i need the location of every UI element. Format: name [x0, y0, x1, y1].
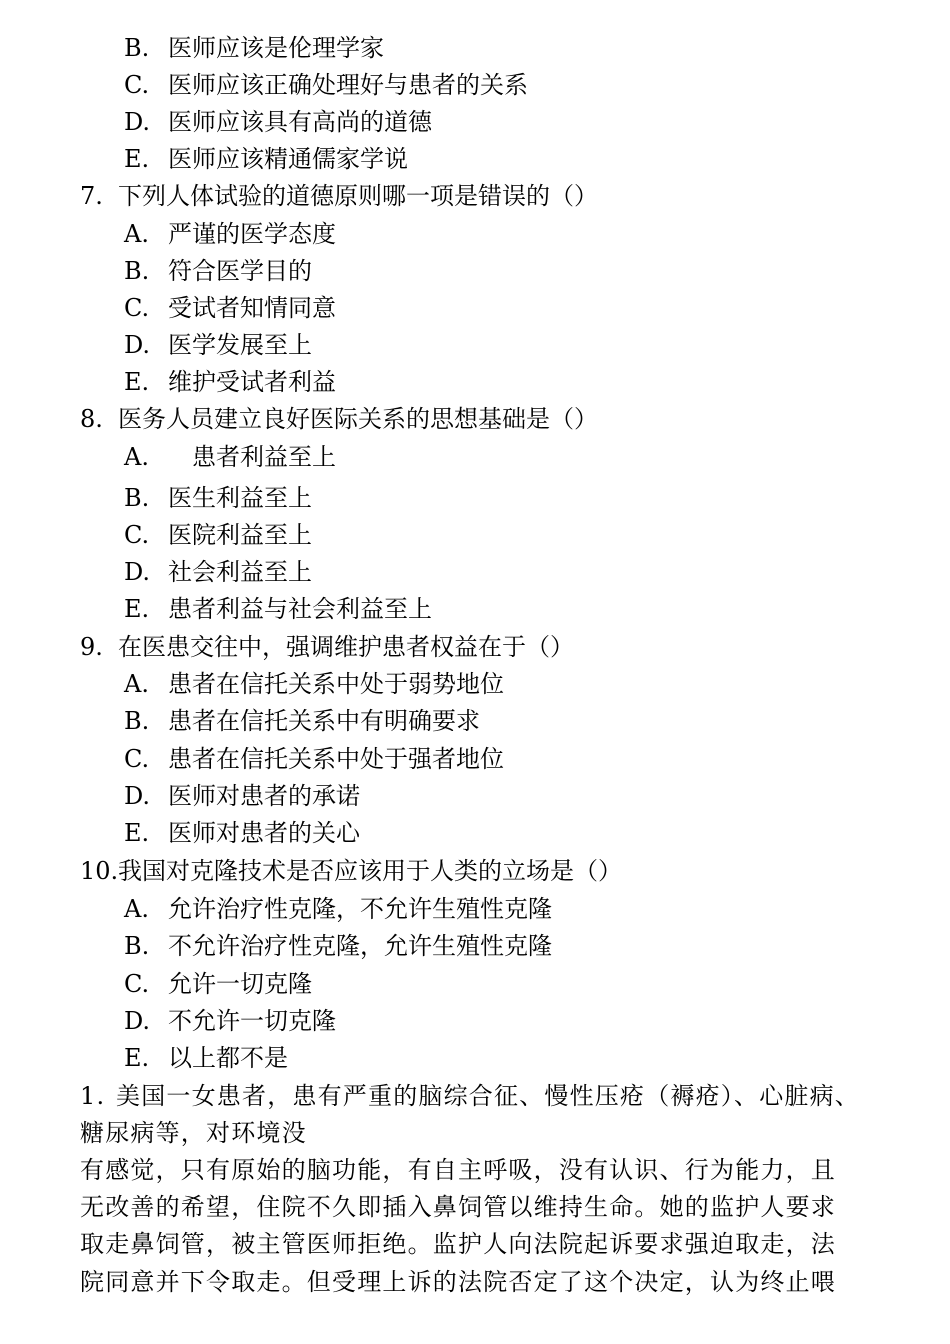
- question-text: 在医患交往中，强调维护患者权益在于（）: [118, 633, 574, 661]
- option-letter: E.: [124, 595, 150, 623]
- option-row: [124, 782, 360, 810]
- option-row: [124, 108, 432, 136]
- case-line: 无改善的希望，住院不久即插入鼻饲管以维持生命。她的监护人要求: [80, 1193, 836, 1221]
- option-letter: D.: [124, 1007, 151, 1035]
- option-letter: E.: [124, 145, 150, 173]
- option-row: [124, 294, 336, 322]
- case-first-line: [80, 1082, 860, 1110]
- option-row: [124, 670, 504, 698]
- question-8: [80, 405, 598, 433]
- option-letter: B.: [124, 484, 150, 512]
- option-letter: B.: [124, 257, 150, 285]
- option-row: [124, 521, 312, 549]
- question-number: 9.: [80, 633, 103, 661]
- case-line: 糖尿病等，对环境没: [80, 1119, 307, 1147]
- option-text: 患者利益与社会利益至上: [168, 595, 432, 623]
- option-letter: D.: [124, 108, 151, 136]
- option-row: [124, 819, 360, 847]
- option-letter: C.: [124, 71, 150, 99]
- option-text: 允许治疗性克隆，不允许生殖性克隆: [168, 895, 552, 923]
- option-text: 不允许一切克隆: [168, 1007, 336, 1035]
- option-letter: D.: [124, 782, 151, 810]
- option-text: 医师对患者的关心: [168, 819, 360, 847]
- question-text: 下列人体试验的道德原则哪一项是错误的（）: [118, 182, 598, 210]
- option-row: [124, 1044, 288, 1072]
- option-row: [124, 595, 432, 623]
- question-9: [80, 633, 574, 661]
- option-letter: C.: [124, 521, 150, 549]
- option-row: [124, 443, 336, 471]
- option-text: 医师对患者的承诺: [168, 782, 360, 810]
- option-text: 严谨的医学态度: [168, 220, 336, 248]
- option-letter: A.: [124, 895, 149, 923]
- option-letter: A.: [124, 443, 149, 471]
- option-text: 患者在信托关系中处于弱势地位: [168, 670, 504, 698]
- option-text: 受试者知情同意: [168, 294, 336, 322]
- option-letter: E.: [124, 1044, 150, 1072]
- option-text: 以上都不是: [168, 1044, 288, 1072]
- case-line: 美国一女患者，患有严重的脑综合征、慢性压疮（褥疮）、心脏病、: [116, 1082, 860, 1110]
- option-row: [124, 895, 552, 923]
- option-row: [124, 220, 336, 248]
- question-text: 我国对克隆技术是否应该用于人类的立场是（）: [118, 857, 622, 885]
- option-letter: B.: [124, 932, 150, 960]
- question-number: 7.: [80, 182, 103, 210]
- option-row: [124, 34, 384, 62]
- option-text: 维护受试者利益: [168, 368, 336, 396]
- option-row: [124, 970, 312, 998]
- option-letter: B.: [124, 707, 150, 735]
- option-row: [124, 484, 312, 512]
- question-10: [80, 857, 622, 885]
- option-letter: A.: [124, 670, 149, 698]
- option-letter: B.: [124, 34, 150, 62]
- option-letter: D.: [124, 558, 151, 586]
- option-text: 医院利益至上: [168, 521, 312, 549]
- option-letter: A.: [124, 220, 149, 248]
- question-number: 8.: [80, 405, 103, 433]
- question-7: [80, 182, 598, 210]
- option-text: 患者在信托关系中有明确要求: [168, 707, 480, 735]
- option-row: [124, 331, 312, 359]
- option-row: [124, 71, 528, 99]
- question-number: 10.: [80, 857, 119, 885]
- option-text: 医师应该精通儒家学说: [168, 145, 408, 173]
- option-text: 患者利益至上: [168, 443, 336, 471]
- question-text: 医务人员建立良好医际关系的思想基础是（）: [118, 405, 598, 433]
- case-number: 1.: [80, 1082, 106, 1110]
- option-text: 患者在信托关系中处于强者地位: [168, 745, 504, 773]
- option-row: [124, 257, 312, 285]
- option-letter: C.: [124, 294, 150, 322]
- option-text: 医师应该是伦理学家: [168, 34, 384, 62]
- option-row: [124, 368, 336, 396]
- option-text: 允许一切克隆: [168, 970, 312, 998]
- option-text: 不允许治疗性克隆，允许生殖性克隆: [168, 932, 552, 960]
- option-row: [124, 1007, 336, 1035]
- option-letter: E.: [124, 819, 150, 847]
- case-line: 取走鼻饲管，被主管医师拒绝。监护人向法院起诉要求强迫取走，法: [80, 1230, 836, 1258]
- option-row: [124, 145, 408, 173]
- option-text: 医学发展至上: [168, 331, 312, 359]
- option-row: [124, 558, 312, 586]
- option-text: 社会利益至上: [168, 558, 312, 586]
- option-text: 医生利益至上: [168, 484, 312, 512]
- option-text: 医师应该具有高尚的道德: [168, 108, 432, 136]
- option-letter: D.: [124, 331, 151, 359]
- option-text: 医师应该正确处理好与患者的关系: [168, 71, 528, 99]
- option-row: [124, 932, 552, 960]
- case-line: 有感觉，只有原始的脑功能，有自主呼吸，没有认识、行为能力，且: [80, 1156, 836, 1184]
- option-row: [124, 745, 504, 773]
- option-letter: E.: [124, 368, 150, 396]
- option-text: 符合医学目的: [168, 257, 312, 285]
- option-row: [124, 707, 480, 735]
- case-line: 院同意并下令取走。但受理上诉的法院否定了这个决定，认为终止喂: [80, 1268, 836, 1296]
- option-letter: C.: [124, 745, 150, 773]
- option-letter: C.: [124, 970, 150, 998]
